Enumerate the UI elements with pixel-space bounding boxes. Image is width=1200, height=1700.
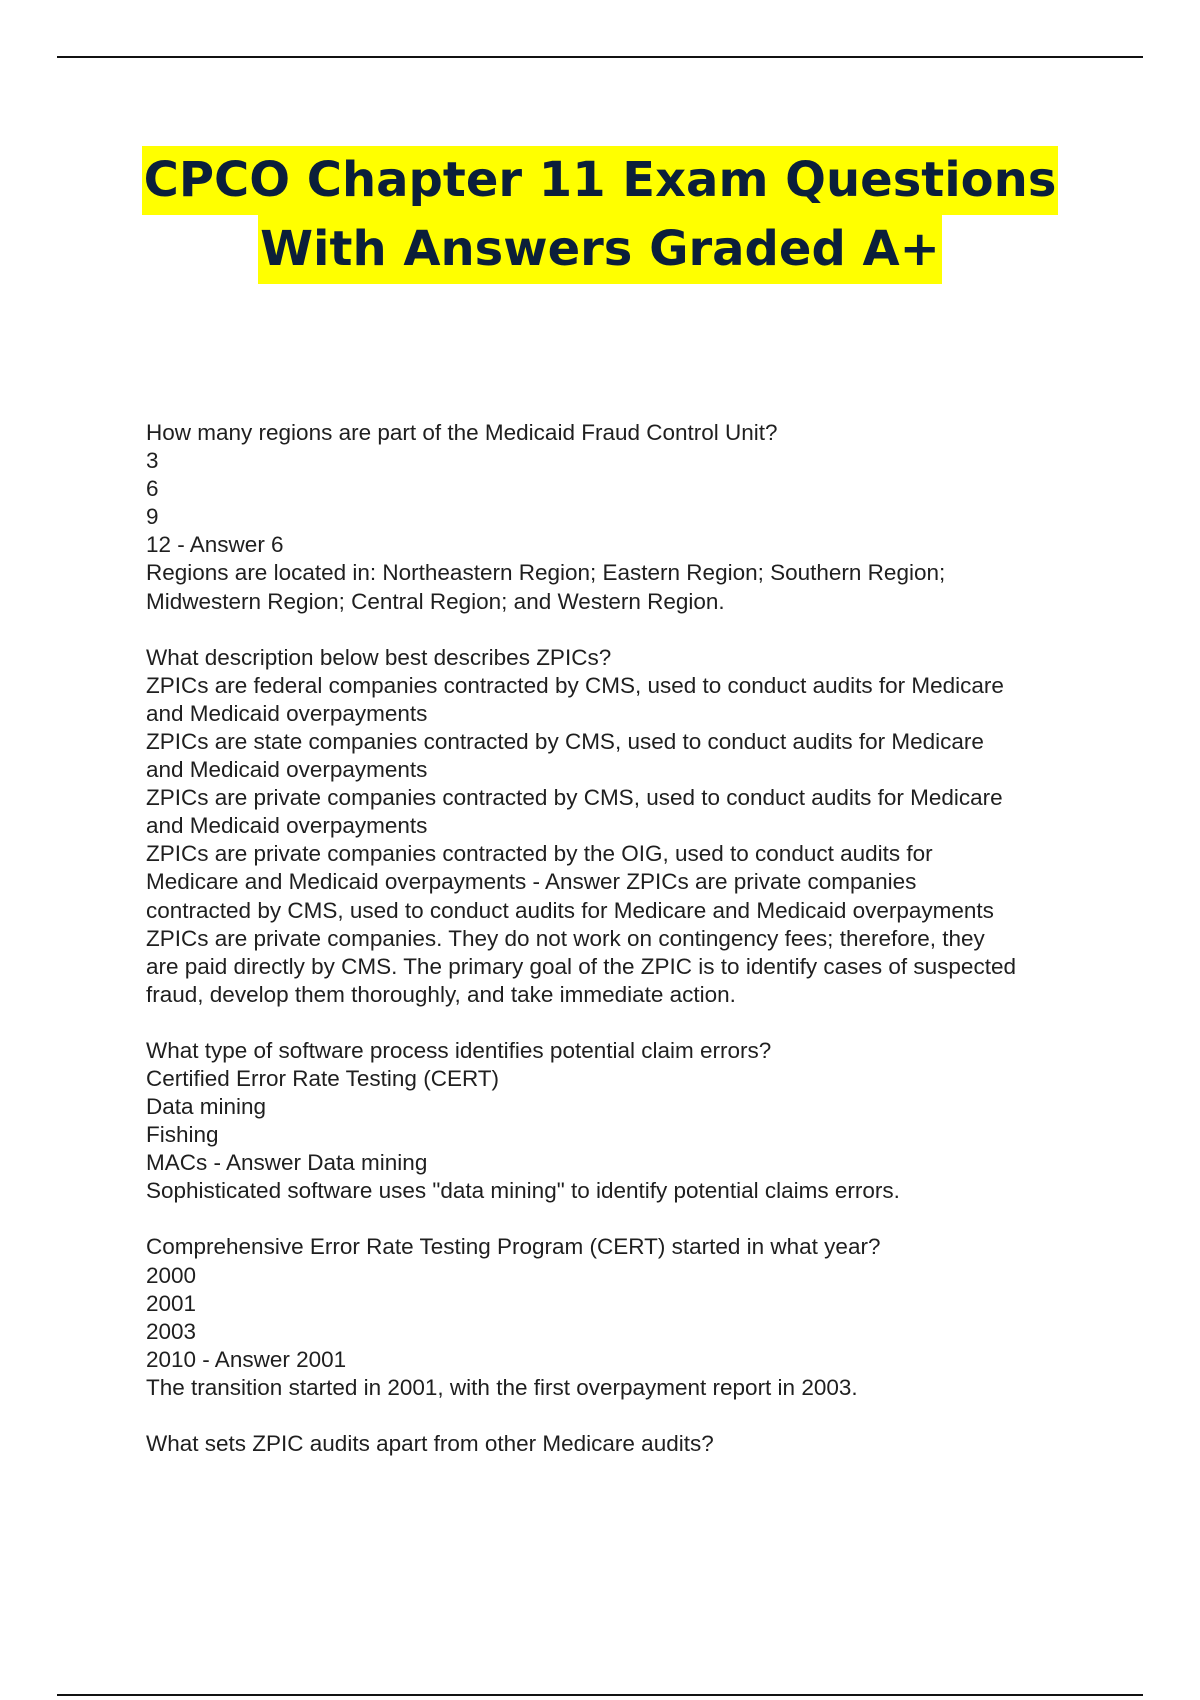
answer-option: ZPICs are private companies contracted by the OIG, used to conduct audits for xyxy=(146,841,933,867)
document-body xyxy=(146,419,1106,1486)
answer-option: 2010 - Answer 2001 xyxy=(146,1346,347,1372)
title-line-2: With Answers Graded A+ xyxy=(258,215,942,284)
explanation-text: Midwestern Region; Central Region; and Western Region. xyxy=(146,588,725,614)
question-text: What type of software process identifies potential claim errors? xyxy=(146,1037,772,1063)
explanation-text: The transition started in 2001, with the first overpayment report in 2003. xyxy=(146,1374,858,1400)
question-text: How many regions are part of the Medicaid Fraud Control Unit? xyxy=(146,420,778,445)
answer-option: Medicare and Medicaid overpayments - Answer ZPICs are private companies xyxy=(146,869,917,895)
question-block-3 xyxy=(146,1037,1106,1206)
explanation-text: fraud, develop them thoroughly, and take immediate action. xyxy=(146,981,736,1007)
explanation-text: Sophisticated software uses "data mining" to identify potential claims errors. xyxy=(146,1178,900,1204)
explanation-text: are paid directly by CMS. The primary goal of the ZPIC is to identify cases of suspected xyxy=(146,953,1016,979)
answer-option: and Medicaid overpayments xyxy=(146,813,428,839)
question-block-1 xyxy=(146,419,1106,616)
question-text: Comprehensive Error Rate Testing Program (CERT) started in what year? xyxy=(146,1234,881,1260)
title-line-1: CPCO Chapter 11 Exam Questions xyxy=(142,146,1059,215)
document-title xyxy=(0,146,1200,284)
answer-option: and Medicaid overpayments xyxy=(146,700,428,726)
answer-option: 6 xyxy=(146,476,159,502)
question-block-2 xyxy=(146,644,1106,1009)
answer-option: and Medicaid overpayments xyxy=(146,757,428,783)
answer-option: 2000 xyxy=(146,1262,197,1288)
question-block-4 xyxy=(146,1233,1106,1402)
answer-option: MACs - Answer Data mining xyxy=(146,1150,428,1176)
answer-option: 2003 xyxy=(146,1318,197,1344)
answer-option: Certified Error Rate Testing (CERT) xyxy=(146,1065,500,1091)
answer-option: ZPICs are federal companies contracted by CMS, used to conduct audits for Medicare xyxy=(146,672,1004,698)
answer-text: contracted by CMS, used to conduct audits for Medicare and Medicaid overpayments xyxy=(146,897,994,923)
answer-option: 12 - Answer 6 xyxy=(146,532,284,558)
bottom-rule xyxy=(57,1694,1143,1696)
answer-option: 2001 xyxy=(146,1290,197,1316)
answer-option: Fishing xyxy=(146,1122,219,1148)
question-block-5 xyxy=(146,1430,1106,1458)
question-text: What sets ZPIC audits apart from other Medicare audits? xyxy=(146,1431,714,1456)
answer-option: Data mining xyxy=(146,1094,267,1120)
answer-option: 3 xyxy=(146,448,159,474)
top-rule xyxy=(57,56,1143,58)
answer-option: ZPICs are private companies contracted by CMS, used to conduct audits for Medicare xyxy=(146,785,1003,811)
question-text: What description below best describes ZPICs? xyxy=(146,644,612,670)
explanation-text: ZPICs are private companies. They do not work on contingency fees; therefore, they xyxy=(146,925,985,951)
explanation-text: Regions are located in: Northeastern Region; Eastern Region; Southern Region; xyxy=(146,560,946,586)
answer-option: 9 xyxy=(146,504,159,530)
answer-option: ZPICs are state companies contracted by CMS, used to conduct audits for Medicare xyxy=(146,728,984,754)
